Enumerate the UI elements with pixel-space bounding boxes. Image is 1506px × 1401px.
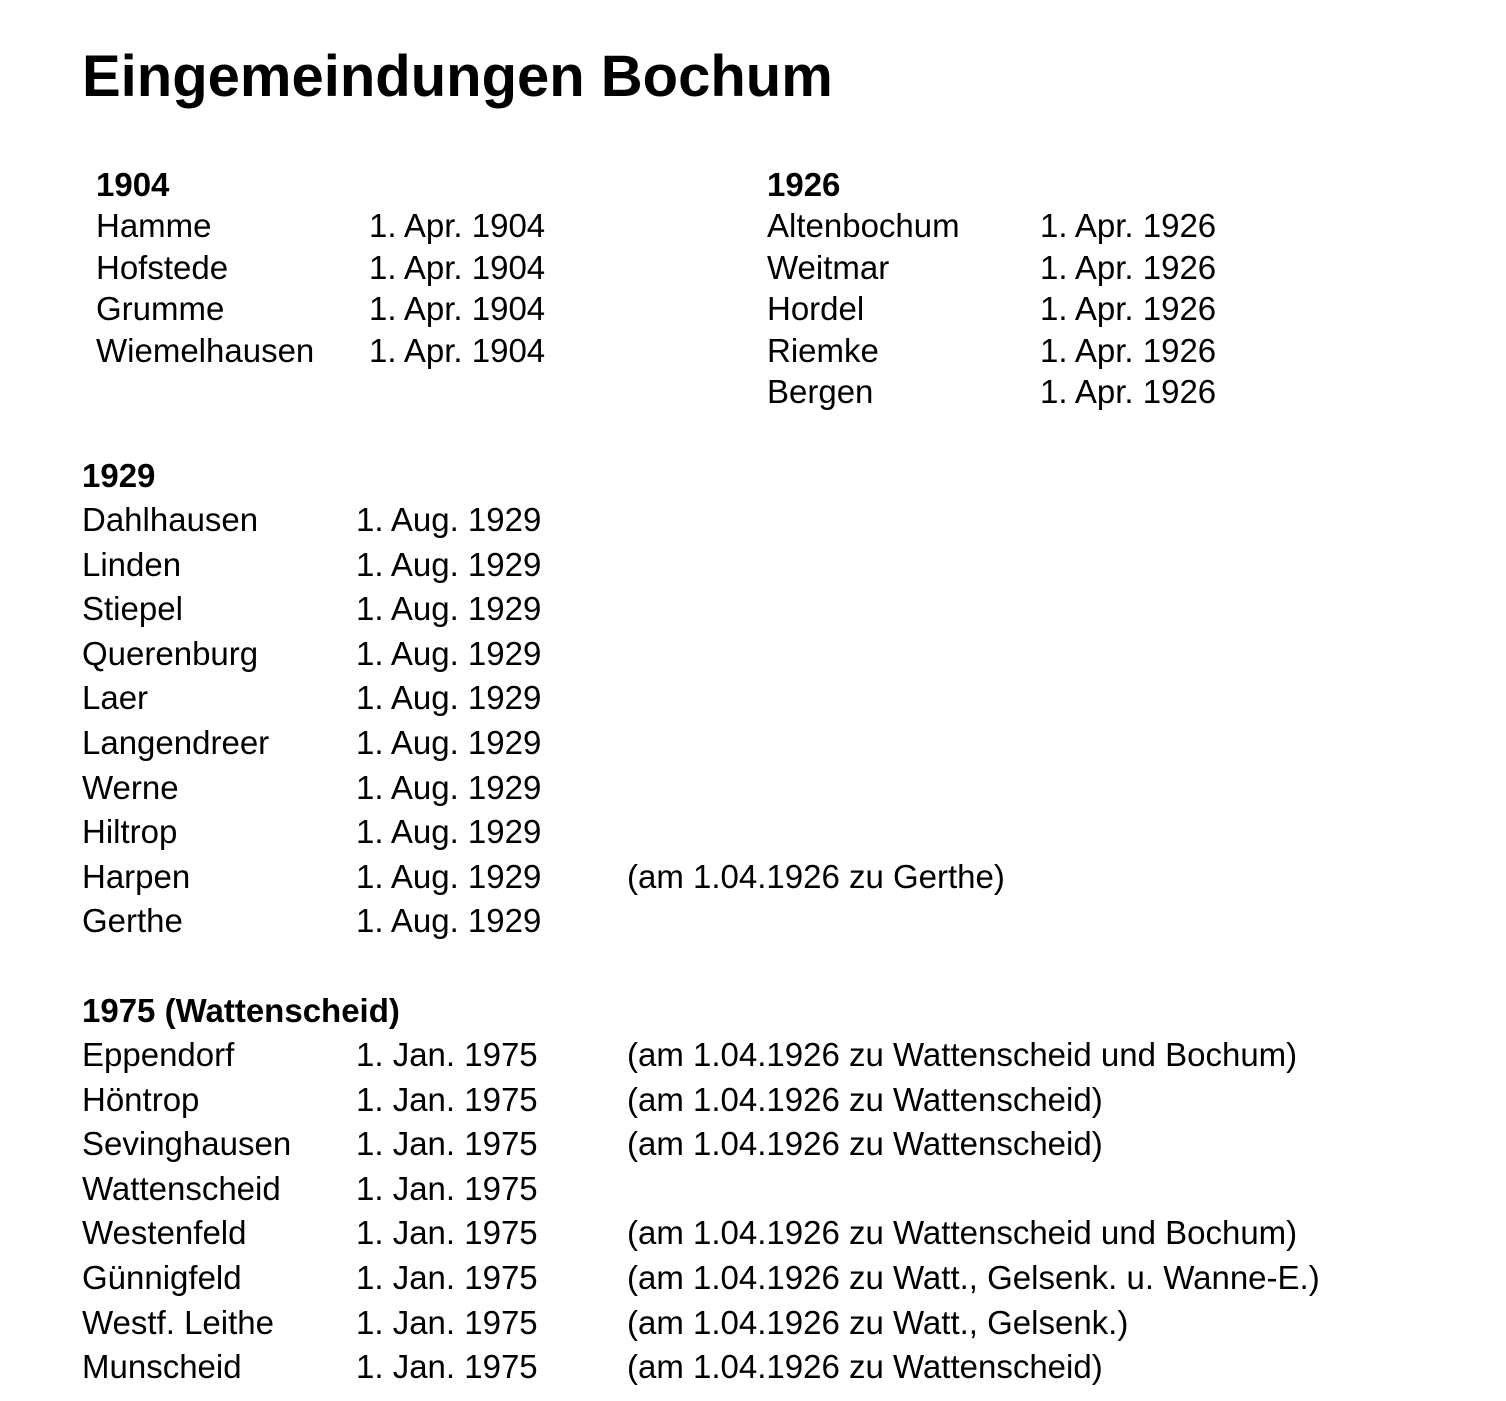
incorporation-date: 1. Apr. 1926 <box>1040 248 1217 286</box>
list-item <box>82 676 542 721</box>
list-item <box>767 330 1217 372</box>
section-heading: 1929 <box>82 457 156 494</box>
incorporation-date: 1. Aug. 1929 <box>356 902 542 940</box>
list-item <box>82 1256 1320 1301</box>
district-name: Grumme <box>96 290 225 327</box>
incorporation-date: 1. Jan. 1975 <box>356 1125 538 1163</box>
list-item <box>96 205 546 247</box>
district-name: Linden <box>82 545 182 583</box>
district-name: Hamme <box>96 207 212 244</box>
incorporation-date: 1. Aug. 1929 <box>356 679 542 717</box>
list-item <box>96 330 546 372</box>
list-item <box>82 1211 1298 1256</box>
district-name: Werne <box>82 768 179 806</box>
incorporation-note: (am 1.04.1926 zu Wattenscheid und Bochum) <box>627 1214 1298 1252</box>
district-name: Westf. Leithe <box>82 1303 274 1341</box>
district-name: Gerthe <box>82 902 183 940</box>
list-item <box>82 1167 538 1212</box>
district-name: Querenburg <box>82 634 259 672</box>
list-item <box>82 1345 1103 1390</box>
list-item <box>82 1078 1103 1123</box>
district-name: Dahlhausen <box>82 501 259 538</box>
incorporation-date: 1. Apr. 1904 <box>369 207 546 244</box>
incorporation-date: 1. Aug. 1929 <box>356 768 542 806</box>
list-item <box>82 1033 1298 1078</box>
district-name: Hofstede <box>96 248 229 286</box>
list-item <box>82 587 542 632</box>
list-item <box>767 247 1217 289</box>
incorporation-note: (am 1.04.1926 zu Wattenscheid) <box>627 1080 1103 1118</box>
section-1926 <box>767 164 1217 413</box>
incorporation-date: 1. Jan. 1975 <box>356 1348 538 1386</box>
list-item <box>82 1301 1129 1346</box>
section-1975 <box>82 989 1320 1390</box>
list-item <box>82 543 542 588</box>
incorporation-date: 1. Jan. 1975 <box>356 1036 538 1073</box>
list-item <box>767 371 1217 413</box>
list-item <box>82 632 542 677</box>
district-name: Wiemelhausen <box>96 331 315 369</box>
incorporation-date: 1. Apr. 1904 <box>369 248 546 286</box>
incorporation-date: 1. Jan. 1975 <box>356 1169 538 1207</box>
list-item <box>82 721 542 766</box>
incorporation-date: 1. Aug. 1929 <box>356 545 542 583</box>
district-name: Eppendorf <box>82 1036 235 1073</box>
district-name: Sevinghausen <box>82 1125 292 1163</box>
incorporation-date: 1. Aug. 1929 <box>356 501 542 538</box>
incorporation-note: (am 1.04.1926 zu Wattenscheid) <box>627 1125 1103 1163</box>
incorporation-note: (am 1.04.1926 zu Wattenscheid und Bochum) <box>627 1036 1298 1073</box>
incorporation-date: 1. Jan. 1975 <box>356 1214 538 1252</box>
district-name: Riemke <box>767 331 879 369</box>
district-name: Bergen <box>767 373 874 410</box>
incorporation-note: (am 1.04.1926 zu Wattenscheid) <box>627 1348 1103 1386</box>
list-item <box>82 498 542 543</box>
incorporation-list <box>96 205 546 371</box>
district-name: Günnigfeld <box>82 1258 242 1296</box>
incorporation-date: 1. Apr. 1926 <box>1040 373 1217 410</box>
district-name: Altenbochum <box>767 207 960 244</box>
list-item <box>96 288 546 330</box>
district-name: Laer <box>82 679 149 717</box>
incorporation-date: 1. Apr. 1926 <box>1040 290 1217 327</box>
incorporation-date: 1. Apr. 1904 <box>369 331 546 369</box>
incorporation-date: 1. Aug. 1929 <box>356 590 542 628</box>
incorporation-date: 1. Jan. 1975 <box>356 1080 538 1118</box>
incorporation-note: (am 1.04.1926 zu Watt., Gelsenk.) <box>627 1303 1129 1341</box>
list-item <box>767 288 1217 330</box>
district-name: Munscheid <box>82 1348 242 1386</box>
list-item <box>82 899 542 944</box>
incorporation-date: 1. Aug. 1929 <box>356 723 542 761</box>
incorporation-date: 1. Apr. 1904 <box>369 290 546 327</box>
incorporation-list <box>82 1033 1320 1390</box>
page-title: Eingemeindungen Bochum <box>82 44 833 109</box>
section-1904 <box>96 164 546 371</box>
incorporation-date: 1. Jan. 1975 <box>356 1258 538 1296</box>
section-1929 <box>82 454 1005 944</box>
list-item <box>82 855 1005 900</box>
list-item <box>96 247 546 289</box>
section-heading: 1904 <box>96 166 170 203</box>
incorporation-date: 1. Aug. 1929 <box>356 634 542 672</box>
list-item <box>82 766 542 811</box>
incorporation-list <box>767 205 1217 413</box>
incorporation-date: 1. Aug. 1929 <box>356 857 542 895</box>
district-name: Weitmar <box>767 248 890 286</box>
incorporation-date: 1. Jan. 1975 <box>356 1303 538 1341</box>
incorporation-list <box>82 498 1005 944</box>
district-name: Stiepel <box>82 590 183 628</box>
district-name: Hiltrop <box>82 813 178 851</box>
district-name: Wattenscheid <box>82 1169 281 1207</box>
incorporation-note: (am 1.04.1926 zu Watt., Gelsenk. u. Wanne-E.) <box>627 1258 1320 1296</box>
district-name: Harpen <box>82 857 191 895</box>
section-heading: 1975 (Wattenscheid) <box>82 992 400 1029</box>
incorporation-date: 1. Apr. 1926 <box>1040 331 1217 369</box>
district-name: Langendreer <box>82 723 270 761</box>
district-name: Hordel <box>767 290 865 327</box>
incorporation-date: 1. Apr. 1926 <box>1040 207 1217 244</box>
incorporation-note: (am 1.04.1926 zu Gerthe) <box>627 857 1005 895</box>
list-item <box>82 810 542 855</box>
section-heading: 1926 <box>767 166 841 203</box>
district-name: Höntrop <box>82 1080 200 1118</box>
district-name: Westenfeld <box>82 1214 247 1252</box>
incorporation-date: 1. Aug. 1929 <box>356 813 542 851</box>
list-item <box>767 205 1217 247</box>
list-item <box>82 1122 1103 1167</box>
